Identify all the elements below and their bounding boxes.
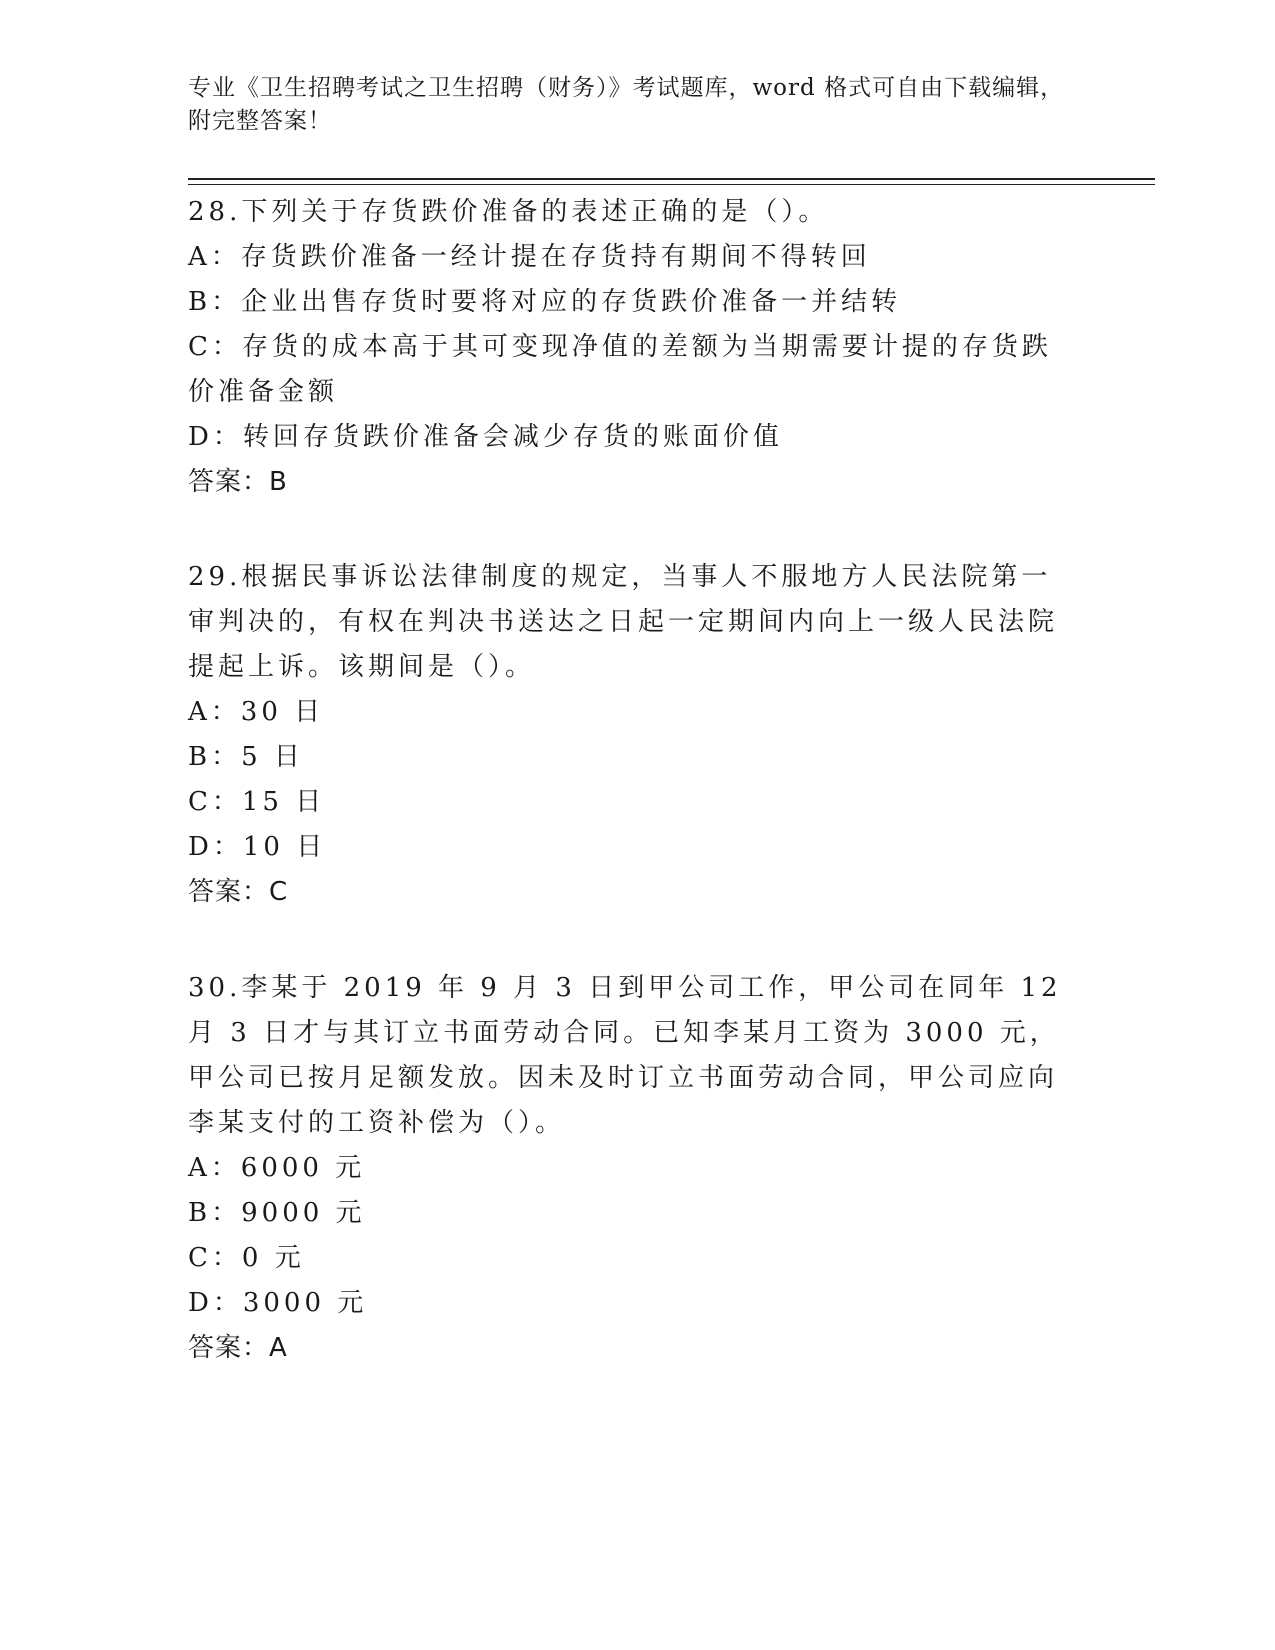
option-d: D：10 日 [188,832,327,862]
option-b: B：企业出售存货时要将对应的存货跌价准备一并结转 [188,287,902,317]
header-rule-thick [188,178,1155,180]
question-stem: 28.下列关于存货跌价准备的表述正确的是（）。 [188,197,829,227]
option-a: A：30 日 [188,697,325,727]
option-b: B：9000 元 [188,1198,366,1228]
answer-label: 答案：A [188,1333,288,1363]
option-c: C：存货的成本高于其可变现净值的差额为当期需要计提的存货跌价准备金额 [188,332,1052,407]
answer-label: 答案：B [188,467,288,497]
option-a: A：存货跌价准备一经计提在存货持有期间不得转回 [188,242,871,272]
option-b: B：5 日 [188,742,304,772]
option-c: C：15 日 [188,787,326,817]
header-rule-thin [188,184,1155,185]
question-stem: 29.根据民事诉讼法律制度的规定，当事人不服地方人民法院第一审判决的，有权在判决书送达之日起一定期间内向上一级人民法院提起上诉。该期间是（）。 [188,562,1059,682]
question-28 [188,190,1068,505]
option-d: D：转回存货跌价准备会减少存货的账面价值 [188,422,783,452]
question-30 [188,966,1068,1371]
question-29 [188,555,1068,915]
document-header: 专业《卫生招聘考试之卫生招聘（财务）》考试题库，word 格式可自由下载编辑，附完整答案！ [188,75,1065,134]
option-c: C：0 元 [188,1243,305,1273]
option-a: A：6000 元 [188,1153,366,1183]
answer-label: 答案：C [188,877,289,907]
option-d: D：3000 元 [188,1288,368,1318]
question-stem: 30.李某于 2019 年 9 月 3 日到甲公司工作，甲公司在同年 12 月 3 日才与其订立书面劳动合同。已知李某月工资为 3000 元，甲公司已按月足额发放。因未及时订立书面劳动合同，甲公司应向李某支付的工资补偿为（）。 [188,973,1062,1138]
